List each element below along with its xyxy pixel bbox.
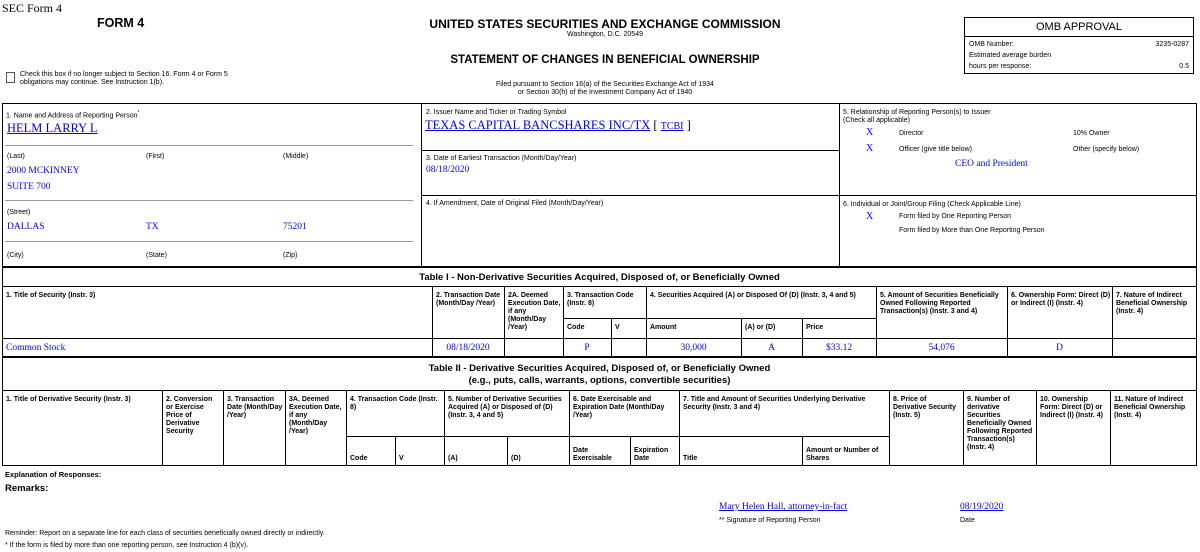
table2-title-1: Table II - Derivative Securities Acquired, Disposed of, or Beneficially Owned xyxy=(428,363,771,374)
other-label: Other (specify below) xyxy=(1073,146,1140,153)
box5-label-2: (Check all applicable) xyxy=(843,117,910,124)
table2-title-2: (e.g., puts, calls, warrants, options, convertible securities) xyxy=(468,375,731,386)
t1-security-title: Common Stock xyxy=(6,343,66,353)
t2-sub-v: V xyxy=(399,455,404,462)
omb-hours-value: 0.5 xyxy=(1179,63,1189,70)
t1-h-securities: 4. Securities Acquired (A) or Disposed Of (D) (Instr. 3, 4 and 5) xyxy=(650,292,856,299)
instruction-note: * If the form is filed by more than one reporting person, see Instruction 4 (b)(v). xyxy=(5,542,249,549)
t2-h-date: 3. Transaction Date (Month/Day /Year) xyxy=(227,396,283,419)
t1-amount-owned: 54,076 xyxy=(928,343,955,353)
t2-h-number: 5. Number of Derivative Securities Acquired (A) or Disposed of (D) (Instr. 3, 4 and 5) xyxy=(448,396,562,419)
t2-h-owned: 9. Number of derivative Securities Beneficially Owned Following Reported Transaction(s) (Instr. 4) xyxy=(967,396,1033,451)
issuer-name-link[interactable]: TEXAS CAPITAL BANCSHARES INC/TX xyxy=(425,118,651,132)
ticker-link[interactable]: TCBI xyxy=(660,121,684,132)
t2-sub-a: (A) xyxy=(448,455,458,462)
address-line-1: 2000 MCKINNEY xyxy=(7,166,80,176)
box5-label-1: 5. Relationship of Reporting Person(s) to Issuer xyxy=(843,109,991,116)
omb-approval-box xyxy=(964,17,1194,74)
t2-sub-code: Code xyxy=(350,455,368,462)
box4-label: 4. If Amendment, Date of Original Filed (Month/Day/Year) xyxy=(426,200,604,207)
t2-h-nature: 11. Nature of Indirect Beneficial Ownership (Instr. 4) xyxy=(1114,396,1186,419)
t2-h-code: 4. Transaction Code (Instr. 8) xyxy=(350,396,438,411)
t1-a-or-d: A xyxy=(768,343,775,353)
t1-h-ownership-form: 6. Ownership Form: Direct (D) or Indirect (I) (Instr. 4) xyxy=(1011,292,1111,307)
form-title: FORM 4 xyxy=(97,16,145,30)
box1-label: 1. Name and Address of Reporting Person* xyxy=(6,110,140,120)
sec-form-label: SEC Form 4 xyxy=(2,1,63,15)
t2-h-ownership-form: 10. Ownership Form: Direct (D) or Indirect (I) (Instr. 4) xyxy=(1040,396,1104,419)
filed-pursuant-1: Filed pursuant to Section 16(a) of the Securities Exchange Act of 1934 xyxy=(496,81,714,88)
t2-h-underlying: 7. Title and Amount of Securities Underlying Derivative Security (Instr. 3 and 4) xyxy=(683,396,866,411)
signature-label: ** Signature of Reporting Person xyxy=(719,517,821,524)
t1-sub-a-or-d: (A) or (D) xyxy=(745,324,776,331)
section16-text-2: obligations may continue. See Instruction 1(b). xyxy=(20,79,164,86)
zip-label: (Zip) xyxy=(283,252,298,259)
t1-h-deemed: 2A. Deemed Execution Date, if any (Month/Day /Year) xyxy=(508,292,561,331)
state-value: TX xyxy=(146,222,159,232)
reminder-text: Reminder: Report on a separate line for each class of securities beneficially owned directly or indirectly. xyxy=(5,530,325,537)
officer-mark: X xyxy=(866,143,874,154)
t1-amount: 30,000 xyxy=(680,343,707,353)
omb-burden-label: Estimated average burden xyxy=(969,52,1052,59)
t1-h-nature: 7. Nature of Indirect Beneficial Ownership (Instr. 4) xyxy=(1116,292,1188,315)
t2-h-deemed: 3A. Deemed Execution Date, if any (Month/Day /Year) xyxy=(289,396,342,435)
t1-ownership-form: D xyxy=(1056,343,1063,353)
t2-sub-d: (D) xyxy=(511,455,521,462)
reporting-person-name[interactable]: HELM LARRY L xyxy=(7,121,98,135)
table1-title: Table I - Non-Derivative Securities Acquired, Disposed of, or Beneficially Owned xyxy=(419,272,780,283)
box2-label: 2. Issuer Name and Ticker or Trading Symbol xyxy=(426,109,567,116)
section16-checkbox[interactable] xyxy=(6,72,15,83)
signature-date[interactable]: 08/19/2020 xyxy=(960,502,1004,512)
box3-label: 3. Date of Earliest Transaction (Month/Day/Year) xyxy=(426,155,577,162)
omb-title: OMB APPROVAL xyxy=(1036,21,1122,33)
t1-h-code: 3. Transaction Code (Instr. 8) xyxy=(567,292,634,307)
explanation-label: Explanation of Responses: xyxy=(5,470,102,479)
box6-label: 6. Individual or Joint/Group Filing (Check Applicable Line) xyxy=(843,201,1021,208)
more-persons-label: Form filed by More than One Reporting Person xyxy=(899,227,1045,234)
ticker-bracket-open: [ xyxy=(653,118,658,132)
street-label: (Street) xyxy=(7,209,31,216)
officer-title: CEO and President xyxy=(955,159,1028,169)
remarks-label: Remarks: xyxy=(5,483,49,494)
t1-sub-code: Code xyxy=(567,324,585,331)
one-person-mark: X xyxy=(866,211,874,222)
omb-number-value: 3235-0287 xyxy=(1155,41,1189,48)
first-label: (First) xyxy=(146,153,165,160)
omb-number-label: OMB Number: xyxy=(969,41,1014,48)
t2-sub-title: Title xyxy=(683,455,698,462)
t1-h-title: 1. Title of Security (Instr. 3) xyxy=(6,292,96,299)
issuer-line xyxy=(425,118,691,133)
zip-value: 75201 xyxy=(283,222,307,232)
ticker-bracket-close: ] xyxy=(686,118,691,132)
t2-sub-amount: Amount or Number of Shares xyxy=(806,447,879,462)
commission-city: Washington, D.C. 20549 xyxy=(566,31,643,38)
t1-price: $33.12 xyxy=(825,343,853,353)
address-line-2: SUITE 700 xyxy=(7,182,51,192)
date-label: Date xyxy=(960,517,975,524)
omb-hours-label: hours per response: xyxy=(969,63,1032,70)
t2-h-exercisable: 6. Date Exercisable and Expiration Date (Month/Day /Year) xyxy=(573,396,665,419)
middle-label: (Middle) xyxy=(283,153,309,160)
filed-pursuant-2: or Section 30(h) of the Investment Company Act of 1940 xyxy=(517,89,693,96)
commission-title: UNITED STATES SECURITIES AND EXCHANGE COMMISSION xyxy=(429,17,781,31)
statement-title: STATEMENT OF CHANGES IN BENEFICIAL OWNERSHIP xyxy=(450,54,760,66)
t1-transaction-date: 08/18/2020 xyxy=(446,343,490,353)
city-label: (City) xyxy=(7,252,24,259)
t2-h-title: 1. Title of Derivative Security (Instr. 3) xyxy=(6,396,131,403)
t1-sub-amount: Amount xyxy=(650,324,677,331)
t1-h-date: 2. Transaction Date (Month/Day /Year) xyxy=(436,292,501,307)
t1-sub-v: V xyxy=(615,324,620,331)
t2-sub-expiration: Expiration Date xyxy=(634,447,669,462)
t1-h-amount-owned: 5. Amount of Securities Beneficially Owned Following Reported Transaction(s) (Instr. 3 and 4) xyxy=(880,292,999,315)
signature-link[interactable]: Mary Helen Hall, attorney-in-fact xyxy=(719,502,848,512)
section16-text-1: Check this box if no longer subject to Section 16. Form 4 or Form 5 xyxy=(20,71,228,78)
city-value: DALLAS xyxy=(7,222,45,232)
one-person-label: Form filed by One Reporting Person xyxy=(899,213,1012,220)
director-mark: X xyxy=(866,127,874,138)
t2-h-conversion: 2. Conversion or Exercise Price of Derivative Security xyxy=(166,396,213,435)
ten-pct-owner-label: 10% Owner xyxy=(1073,130,1110,137)
t2-h-price: 8. Price of Derivative Security (Instr. 5) xyxy=(893,396,957,419)
t2-sub-exercisable: Date Exercisable xyxy=(573,447,612,462)
earliest-transaction-date: 08/18/2020 xyxy=(426,165,470,175)
t1-sub-price: Price xyxy=(806,324,824,331)
director-label: Director xyxy=(899,130,924,137)
state-label: (State) xyxy=(146,252,168,259)
t1-code: P xyxy=(584,343,590,353)
officer-label: Officer (give title below) xyxy=(899,146,973,153)
last-label: (Last) xyxy=(7,153,25,160)
